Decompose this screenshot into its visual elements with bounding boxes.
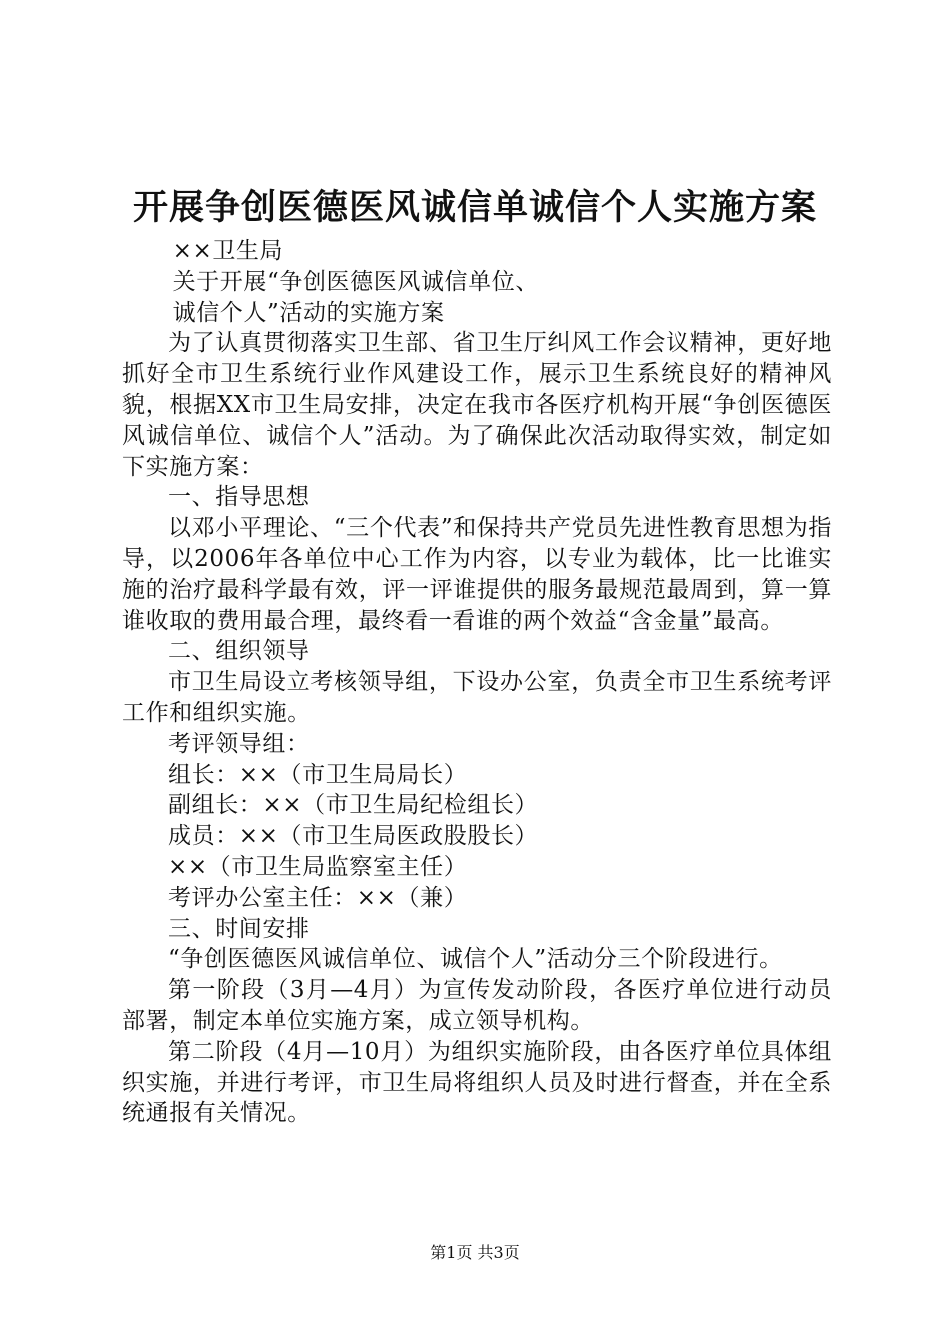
page-footer: 第1页 共3页 (430, 1243, 520, 1262)
section-heading-3: 三、时间安排 (168, 915, 310, 942)
member-line: 成员：××（市卫生局医政股股长） (168, 823, 539, 850)
group-leader-line: 组长：××（市卫生局局长） (168, 761, 468, 788)
phase-one-paragraph: 第一阶段（3月—4月）为宣传发动阶段，各医疗单位进行动员部署，制定本单位实施方案，成立领导机构。 (122, 977, 832, 1034)
intro-paragraph: 为了认真贯彻落实卫生部、省卫生厅纠风工作会议精神，更好地抓好全市卫生系统行业作风建设工作，展示卫生系统良好的精神风貌，根据XX市卫生局安排，决定在我市各医疗机构开展“争创医德医风诚信单位、诚信个人”活动。为了确保此次活动取得实效，制定如下实施方案： (122, 330, 832, 480)
organization-paragraph: 市卫生局设立考核领导组，下设办公室，负责全市卫生系统考评工作和组织实施。 (122, 669, 832, 726)
section-heading-2: 二、组织领导 (168, 638, 310, 665)
issuer-line: ××卫生局 (172, 238, 284, 264)
subject-line-2: 诚信个人”活动的实施方案 (172, 299, 445, 326)
guiding-thought-paragraph: 以邓小平理论、“三个代表”和保持共产党员先进性教育思想为指导，以2006年各单位中心工作为内容，以专业为载体，比一比谁实施的治疗最科学最有效，评一评谁提供的服务最规范最周到，算一算谁收取的费用最合理，最终看一看谁的两个效益“含金量”最高。 (122, 515, 832, 634)
office-director-line: 考评办公室主任：××（兼） (168, 884, 468, 911)
subject-line-1: 关于开展“争创医德医风诚信单位、 (172, 268, 539, 295)
section-heading-1: 一、指导思想 (168, 484, 310, 511)
leadership-group-label: 考评领导组： (168, 730, 310, 757)
member-line-2: ××（市卫生局监察室主任） (168, 853, 468, 880)
schedule-intro-paragraph: “争创医德医风诚信单位、诚信个人”活动分三个阶段进行。 (168, 946, 783, 973)
deputy-leader-line: 副组长：××（市卫生局纪检组长） (168, 792, 539, 819)
phase-two-paragraph: 第二阶段（4月—10月）为组织实施阶段，由各医疗单位具体组织实施，并进行考评，市卫生局将组织人员及时进行督查，并在全系统通报有关情况。 (122, 1038, 832, 1127)
document-title: 开展争创医德医风诚信单诚信个人实施方案 (132, 187, 817, 228)
document-body (122, 236, 832, 1129)
